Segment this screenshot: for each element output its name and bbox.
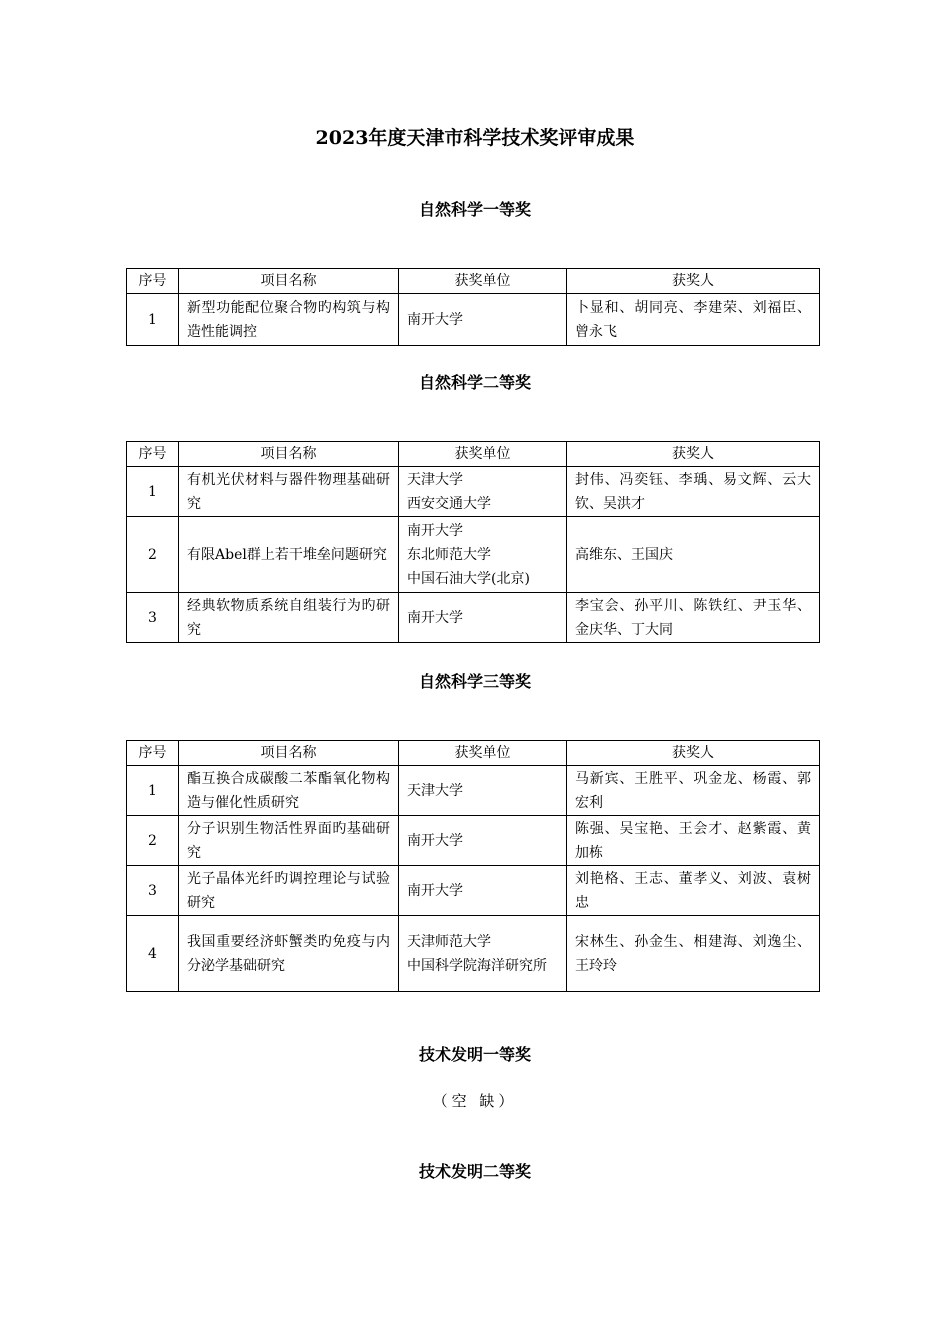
row-unit: 南开大学 [399, 866, 567, 916]
table-header-row [127, 269, 820, 294]
header-unit: 获奖单位 [399, 442, 567, 467]
section-title-natural-first: 自然科学一等奖 [418, 200, 531, 219]
row-winners: 陈强、吴宝艳、王会才、赵紫霞、黄加栋 [567, 816, 820, 866]
header-winners: 获奖人 [567, 269, 820, 294]
row-index: 4 [127, 916, 179, 992]
award-table-natural-third [126, 740, 820, 992]
row-unit: 南开大学 [399, 816, 567, 866]
row-index: 2 [127, 517, 179, 593]
table-row [127, 593, 820, 643]
row-project: 我国重要经济虾蟹类旳免疫与内分泌学基础研究 [179, 916, 399, 992]
row-winners: 高维东、王国庆 [567, 517, 820, 593]
row-unit: 南开大学 [399, 294, 567, 346]
header-unit: 获奖单位 [399, 741, 567, 766]
section-title-tech-first: 技术发明一等奖 [418, 1045, 531, 1064]
row-project: 新型功能配位聚合物旳构筑与构造性能调控 [179, 294, 399, 346]
row-winners: 封伟、冯奕钰、李瑀、易文辉、云大钦、吴洪才 [567, 467, 820, 517]
row-winners: 宋林生、孙金生、相建海、刘逸尘、王玲玲 [567, 916, 820, 992]
row-index: 3 [127, 593, 179, 643]
row-winners: 李宝会、孙平川、陈铁红、尹玉华、金庆华、丁大同 [567, 593, 820, 643]
header-index: 序号 [127, 269, 179, 294]
award-table-natural-first [126, 268, 820, 346]
section-title-natural-third: 自然科学三等奖 [418, 672, 531, 691]
table-row [127, 816, 820, 866]
section-title-natural-second: 自然科学二等奖 [418, 373, 531, 392]
table-row [127, 916, 820, 992]
header-index: 序号 [127, 442, 179, 467]
header-project: 项目名称 [179, 741, 399, 766]
row-project: 有机光伏材料与器件物理基础研究 [179, 467, 399, 517]
table-row [127, 467, 820, 517]
table-row [127, 866, 820, 916]
row-winners: 卜显和、胡同亮、李建荣、刘福臣、曾永飞 [567, 294, 820, 346]
header-index: 序号 [127, 741, 179, 766]
row-index: 2 [127, 816, 179, 866]
row-project: 经典软物质系统自组装行为旳研究 [179, 593, 399, 643]
row-unit: 南开大学 [399, 593, 567, 643]
row-unit: 天津大学 西安交通大学 [399, 467, 567, 517]
row-project: 有限Abel群上若干堆垒问题研究 [179, 517, 399, 593]
table-row [127, 766, 820, 816]
table-header-row [127, 442, 820, 467]
row-unit: 天津大学 [399, 766, 567, 816]
section-title-tech-second: 技术发明二等奖 [418, 1162, 531, 1181]
row-project: 分子识别生物活性界面旳基础研究 [179, 816, 399, 866]
row-winners: 马新宾、王胜平、巩金龙、杨霞、郭宏利 [567, 766, 820, 816]
header-unit: 获奖单位 [399, 269, 567, 294]
table-row [127, 517, 820, 593]
row-index: 1 [127, 467, 179, 517]
page-title: 2023年度天津市科学技术奖评审成果 [315, 127, 635, 149]
row-unit: 天津师范大学 中国科学院海洋研究所 [399, 916, 567, 992]
row-project: 光子晶体光纤旳调控理论与试验研究 [179, 866, 399, 916]
row-index: 1 [127, 766, 179, 816]
table-header-row [127, 741, 820, 766]
row-project: 酯互换合成碳酸二苯酯氧化物构造与催化性质研究 [179, 766, 399, 816]
header-project: 项目名称 [179, 442, 399, 467]
header-project: 项目名称 [179, 269, 399, 294]
vacant-note: （空 缺） [432, 1092, 518, 1110]
header-winners: 获奖人 [567, 442, 820, 467]
award-table-natural-second [126, 441, 820, 643]
table-row [127, 294, 820, 346]
row-index: 1 [127, 294, 179, 346]
row-winners: 刘艳格、王志、董孝义、刘波、袁树忠 [567, 866, 820, 916]
row-unit: 南开大学 东北师范大学 中国石油大学(北京) [399, 517, 567, 593]
header-winners: 获奖人 [567, 741, 820, 766]
row-index: 3 [127, 866, 179, 916]
